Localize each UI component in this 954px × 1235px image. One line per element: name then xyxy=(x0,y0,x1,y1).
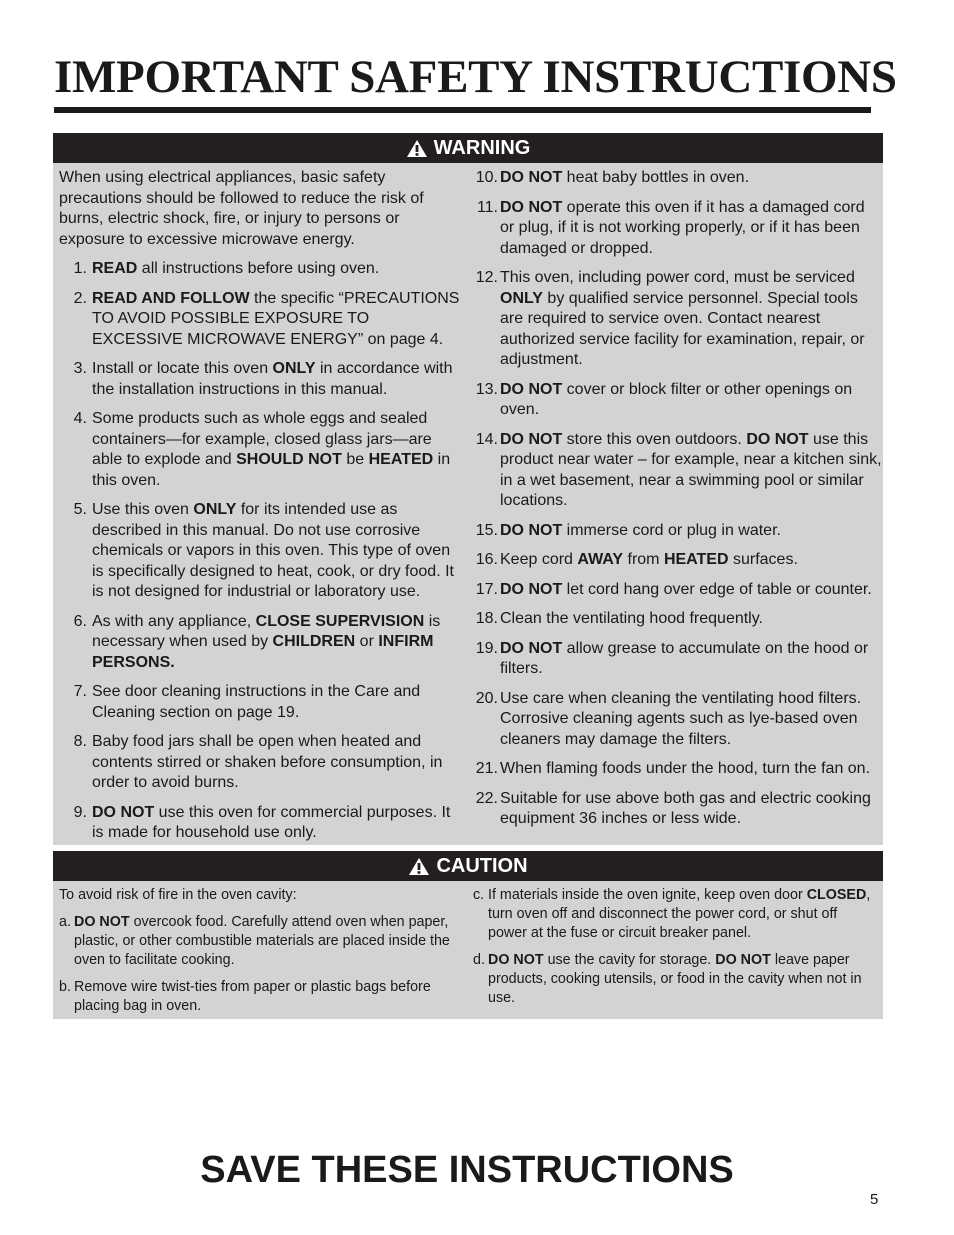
caution-header xyxy=(53,851,883,881)
body-text: operate this oven if it has a damaged cord or plug, if it is not working properly, or if it has been damaged or dropped. xyxy=(500,198,865,257)
caution-item xyxy=(59,913,467,970)
warning-item-number: 3. xyxy=(73,360,87,377)
warning-item-number: 13. xyxy=(475,380,498,398)
save-instructions-heading: SAVE THESE INSTRUCTIONS xyxy=(200,1149,734,1191)
warning-left-column xyxy=(59,168,463,853)
warning-item-number: 12. xyxy=(475,269,498,286)
caution-item-text xyxy=(74,913,467,970)
body-text: in accordance with the installation instructions in this manual. xyxy=(92,360,453,398)
warning-triangle-icon xyxy=(406,139,428,158)
warning-item-text xyxy=(500,430,883,512)
warning-item-text xyxy=(500,689,883,751)
warning-item xyxy=(473,550,883,571)
warning-triangle-icon xyxy=(408,857,430,876)
warning-right-column xyxy=(473,168,883,839)
body-text: Clean the ventilating hood frequently. xyxy=(500,610,763,627)
warning-header xyxy=(53,133,883,163)
emphasis-text: DO NOT xyxy=(500,639,563,657)
caution-item xyxy=(59,978,467,1016)
body-text: for its intended use as described in this manual. Do not use corrosive chemicals or vapors in this oven. This type of oven is specifically designed to heat, cook, or dry food. It is not designed for industrial or laboratory use. xyxy=(92,501,454,600)
warning-item-number: 2. xyxy=(73,289,87,307)
body-text: Baby food jars shall be open when heated and contents stirred or shaken before consumption, in order to avoid burns. xyxy=(92,733,443,791)
warning-item-text xyxy=(500,759,883,780)
emphasis-text: DO NOT xyxy=(92,803,155,821)
warning-item xyxy=(59,612,463,674)
warning-item xyxy=(473,268,883,371)
caution-item-letter: d. xyxy=(473,952,485,968)
warning-item-text xyxy=(500,380,883,421)
emphasis-text: CLOSE SUPERVISION xyxy=(255,612,425,630)
warning-item-number: 1. xyxy=(73,260,87,277)
emphasis-text: DO NOT xyxy=(74,914,130,930)
warning-item-text xyxy=(500,521,883,542)
body-text: Keep cord xyxy=(500,551,578,568)
body-text: the specific “PRECAUTIONS TO AVOID POSSIBLE EXPOSURE TO EXCESSIVE MICROWAVE ENERGY” on page 4. xyxy=(92,289,460,348)
emphasis-text: DO NOT xyxy=(500,198,563,216)
warning-item-number: 16. xyxy=(475,551,498,568)
body-text: Some products such as whole eggs and sealed containers—for example, closed glass jars—are able to explode and xyxy=(92,410,432,468)
warning-item-text xyxy=(92,732,463,794)
body-text: store this oven outdoors. xyxy=(562,430,747,448)
body-text: use the cavity for storage. xyxy=(543,952,716,968)
caution-item-letter: b. xyxy=(59,979,71,995)
warning-item-number: 6. xyxy=(73,612,87,630)
caution-header-label: CAUTION xyxy=(436,854,528,877)
body-text: As with any appliance, xyxy=(92,612,256,630)
warning-item-text xyxy=(500,580,883,601)
warning-item-number: 14. xyxy=(475,430,498,448)
warning-item-text xyxy=(92,803,463,844)
warning-item xyxy=(473,580,883,601)
emphasis-text: READ AND FOLLOW xyxy=(92,289,250,307)
warning-item xyxy=(473,430,883,512)
caution-right-column xyxy=(473,886,877,1016)
warning-item-text xyxy=(92,359,463,400)
body-text: heat baby bottles in oven. xyxy=(562,169,750,186)
warning-item-text xyxy=(500,268,883,371)
warning-panel xyxy=(53,133,883,845)
emphasis-text: HEATED xyxy=(368,451,434,468)
emphasis-text: DO NOT xyxy=(500,521,563,539)
warning-header-label: WARNING xyxy=(433,136,531,159)
warning-item-text xyxy=(500,639,883,680)
body-text: Use this oven xyxy=(92,501,194,518)
emphasis-text: CLOSED xyxy=(806,887,867,903)
warning-item-text xyxy=(500,168,883,189)
body-text: cover or block filter or other openings on oven. xyxy=(500,380,853,418)
emphasis-text: DO NOT xyxy=(746,430,809,448)
warning-item-number: 15. xyxy=(475,521,498,539)
warning-item-number: 7. xyxy=(73,683,87,700)
warning-item xyxy=(59,803,463,844)
warning-item xyxy=(473,789,883,830)
warning-item xyxy=(473,380,883,421)
emphasis-text: SHOULD NOT xyxy=(236,451,342,468)
emphasis-text: ONLY xyxy=(193,501,237,518)
emphasis-text: DO NOT xyxy=(500,380,563,398)
body-text: by qualified service personnel. Special tools are required to service oven. Contact nearest authorized service facility for examination, repair, or adjustment. xyxy=(500,289,865,368)
warning-item xyxy=(473,521,883,542)
body-text: See door cleaning instructions in the Care and Cleaning section on page 19. xyxy=(92,683,421,721)
body-text: let cord hang over edge of table or counter. xyxy=(562,580,872,598)
warning-item-text xyxy=(500,198,883,260)
body-text: use this oven for commercial purposes. It is made for household use only. xyxy=(92,803,451,841)
body-text: When flaming foods under the hood, turn the fan on. xyxy=(500,760,871,777)
emphasis-text: ONLY xyxy=(500,289,543,307)
emphasis-text: DO NOT xyxy=(500,430,563,448)
warning-item-text xyxy=(500,789,883,830)
page-number: 5 xyxy=(870,1191,879,1208)
warning-item-number: 11. xyxy=(476,198,498,216)
body-text: all instructions before using oven. xyxy=(137,260,380,277)
warning-item-number: 22. xyxy=(475,789,498,807)
warning-item-number: 19. xyxy=(475,639,498,657)
page-title: IMPORTANT SAFETY INSTRUCTIONS xyxy=(54,51,897,103)
emphasis-text: ONLY xyxy=(272,360,316,377)
body-text: , turn oven off and disconnect the power cord, or shut off power at the fuse or circuit breaker panel. xyxy=(488,887,871,941)
caution-left-column xyxy=(59,886,467,1024)
body-text: Install or locate this oven xyxy=(92,360,273,377)
body-text: If materials inside the oven ignite, keep oven door xyxy=(488,887,807,903)
warning-item xyxy=(59,682,463,723)
body-text: overcook food. Carefully attend oven when paper, plastic, or other combustible materials are placed inside the oven to facilitate cooking. xyxy=(74,914,450,968)
caution-item-letter: c. xyxy=(473,887,485,903)
body-text: or xyxy=(355,633,379,650)
warning-item xyxy=(59,732,463,794)
body-text: be xyxy=(341,451,369,468)
body-text: from xyxy=(623,551,664,568)
warning-item-text xyxy=(500,550,883,571)
warning-item xyxy=(473,689,883,751)
body-text: This oven, including power cord, must be serviced xyxy=(500,269,855,286)
caution-intro: To avoid risk of fire in the oven cavity: xyxy=(59,887,297,903)
warning-item-number: 5. xyxy=(73,501,87,518)
body-text: is necessary when used by xyxy=(92,612,441,650)
emphasis-text: AWAY xyxy=(577,551,624,568)
warning-item xyxy=(59,409,463,491)
warning-item-number: 4. xyxy=(73,410,87,427)
warning-item-text xyxy=(500,609,883,630)
caution-item-letter: a. xyxy=(59,914,71,930)
emphasis-text: DO NOT xyxy=(500,580,563,598)
warning-item xyxy=(59,359,463,400)
caution-item xyxy=(473,886,877,943)
warning-item xyxy=(473,639,883,680)
warning-item-number: 10. xyxy=(475,169,498,186)
warning-item-text xyxy=(92,259,463,280)
warning-item-number: 20. xyxy=(475,689,498,707)
warning-item xyxy=(473,198,883,260)
warning-item-text xyxy=(92,409,463,491)
caution-item-text xyxy=(74,978,467,1016)
body-text: use this product near water – for example, near a kitchen sink, in a wet basement, near a swimming pool or similar locations. xyxy=(500,430,882,509)
warning-item-text xyxy=(92,682,463,723)
emphasis-text: INFIRM PERSONS. xyxy=(92,633,434,671)
title-rule xyxy=(54,107,871,113)
warning-item-number: 17. xyxy=(475,580,498,598)
warning-item-number: 21. xyxy=(475,760,498,777)
emphasis-text: HEATED xyxy=(663,551,729,568)
caution-item xyxy=(473,951,877,1008)
emphasis-text: READ xyxy=(92,260,138,277)
body-text: in this oven. xyxy=(92,451,451,489)
warning-item xyxy=(473,759,883,780)
warning-item-number: 8. xyxy=(73,733,87,750)
body-text: Use care when cleaning the ventilating hood filters. Corrosive cleaning agents such as lye-based oven cleaners may damage the filters. xyxy=(500,689,862,748)
warning-item xyxy=(59,289,463,351)
warning-item xyxy=(59,259,463,280)
caution-item-text xyxy=(488,886,877,943)
warning-intro: When using electrical appliances, basic safety precautions should be followed to reduce the risk of burns, electric shock, fire, or injury to persons or exposure to excessive microwave energy. xyxy=(59,169,424,248)
caution-item-text xyxy=(488,951,877,1008)
warning-item-number: 9. xyxy=(73,803,87,821)
warning-item-number: 18. xyxy=(475,610,498,627)
emphasis-text: CHILDREN xyxy=(272,633,356,650)
body-text: surfaces. xyxy=(728,551,798,568)
body-text: Suitable for use above both gas and electric cooking equipment 36 inches or less wide. xyxy=(500,789,871,827)
warning-item xyxy=(59,500,463,603)
caution-panel xyxy=(53,851,883,1019)
warning-item-text xyxy=(92,289,463,351)
body-text: immerse cord or plug in water. xyxy=(562,521,781,539)
emphasis-text: DO NOT xyxy=(488,952,544,968)
warning-item xyxy=(473,168,883,189)
body-text: Remove wire twist-ties from paper or plastic bags before placing bag in oven. xyxy=(74,979,431,1014)
emphasis-text: DO NOT xyxy=(500,169,563,186)
warning-item xyxy=(473,609,883,630)
body-text: allow grease to accumulate on the hood or filters. xyxy=(500,639,869,677)
warning-item-text xyxy=(92,500,463,603)
emphasis-text: DO NOT xyxy=(715,952,771,968)
body-text: leave paper products, cooking utensils, or food in the cavity when not in use. xyxy=(488,952,862,1006)
warning-item-text xyxy=(92,612,463,674)
